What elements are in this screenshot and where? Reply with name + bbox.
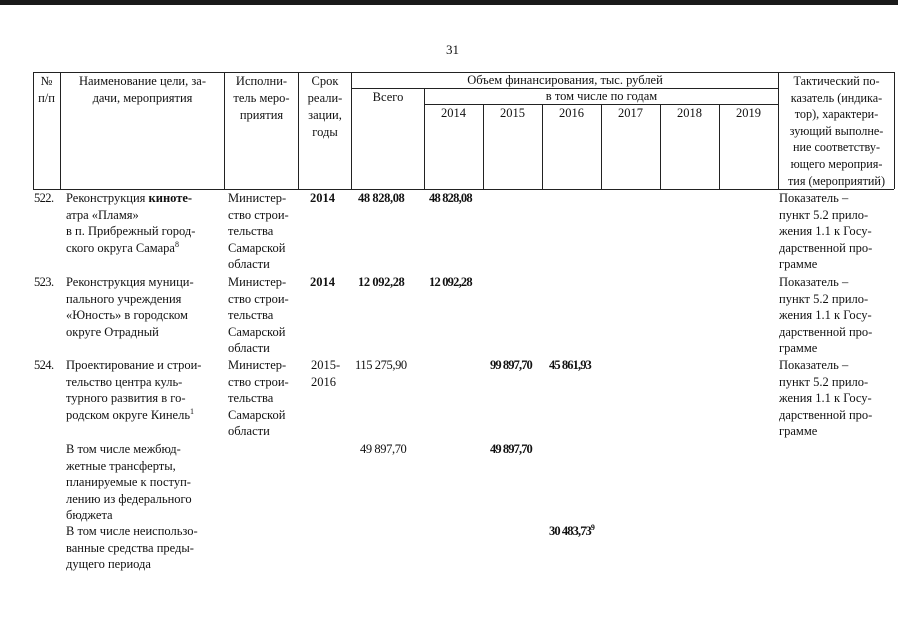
row-number: 523. <box>34 275 54 289</box>
header-year-2014: 2014 <box>441 106 466 120</box>
header-col-by-year: в том числе по годам <box>545 89 658 103</box>
row-name: В том числе межбюд- жетные трансферты, планируемые к поступ- лению из федерального бюджета <box>66 442 192 522</box>
top-border <box>0 0 898 5</box>
row-indicator: Показатель – пункт 5.2 прило- жения 1.1 к Госу- дарственной про- грамме <box>779 275 873 355</box>
header-col-funding: Объем финансирования, тыс. рублей <box>467 73 663 87</box>
row-2015: 49 897,70 <box>490 442 532 456</box>
row-executor: Министер- ство строи- тельства Самарской области <box>228 358 289 438</box>
row-executor: Министер- ство строи- тельства Самарской области <box>228 275 289 355</box>
row-2014: 12 092,28 <box>429 275 472 289</box>
row-term: 2014 <box>310 191 335 205</box>
row-2016: 45 861,93 <box>549 358 591 372</box>
header-year-2017: 2017 <box>618 106 643 120</box>
row-total: 49 897,70 <box>360 442 407 456</box>
row-name: Реконструкция муници- пального учреждения «Юность» в городском округе Отрадный <box>66 275 194 339</box>
row-term: 2014 <box>310 275 335 289</box>
header-year-2019: 2019 <box>736 106 761 120</box>
row-name: Проектирование и строи- тельство центра куль- турного развития в го- родском округе Кинель$^1$ <box>66 358 202 422</box>
header-col-num: № п/п <box>38 74 55 105</box>
header-col-term: Срок реали- зации, годы <box>307 74 343 139</box>
row-2016: 30 483,73$^9$ <box>549 522 595 538</box>
header-col-executor: Исполни- тель меро- приятия <box>233 74 290 122</box>
row-total: 48 828,08 <box>358 191 405 205</box>
row-executor: Министер- ство строи- тельства Самарской области <box>228 191 289 271</box>
row-indicator: Показатель – пункт 5.2 прило- жения 1.1 к Госу- дарственной про- грамме <box>779 358 873 438</box>
header-col-indicator: Тактический по- казатель (индика- тор), характери- зующий выполне- ние соответству- ющего мероприя- тия (мероприятий) <box>787 74 886 188</box>
row-total: 12 092,28 <box>358 275 405 289</box>
row-number: 522. <box>34 191 54 205</box>
row-name: В том числе неиспользо- ванные средства преды- дущего периода <box>66 524 198 571</box>
header-year-2018: 2018 <box>677 106 702 120</box>
row-2014: 48 828,08 <box>429 191 472 205</box>
row-indicator: Показатель – пункт 5.2 прило- жения 1.1 к Госу- дарственной про- грамме <box>779 191 873 271</box>
header-col-name: Наименование цели, за- дачи, мероприятия <box>78 74 207 105</box>
header-col-total: Всего <box>372 90 404 104</box>
row-number: 524. <box>34 358 54 372</box>
page-number: 31 <box>446 42 459 57</box>
header-year-2016: 2016 <box>559 106 584 120</box>
row-total: 115 275,90 <box>355 358 407 372</box>
row-term: 2015- 2016 <box>311 358 341 389</box>
row-name: Реконструкция киноте- атра «Пламя» в п. Прибрежный город- ского округа Самара$^8$ <box>66 191 196 255</box>
row-2015: 99 897,70 <box>490 358 532 372</box>
header-year-2015: 2015 <box>500 106 525 120</box>
